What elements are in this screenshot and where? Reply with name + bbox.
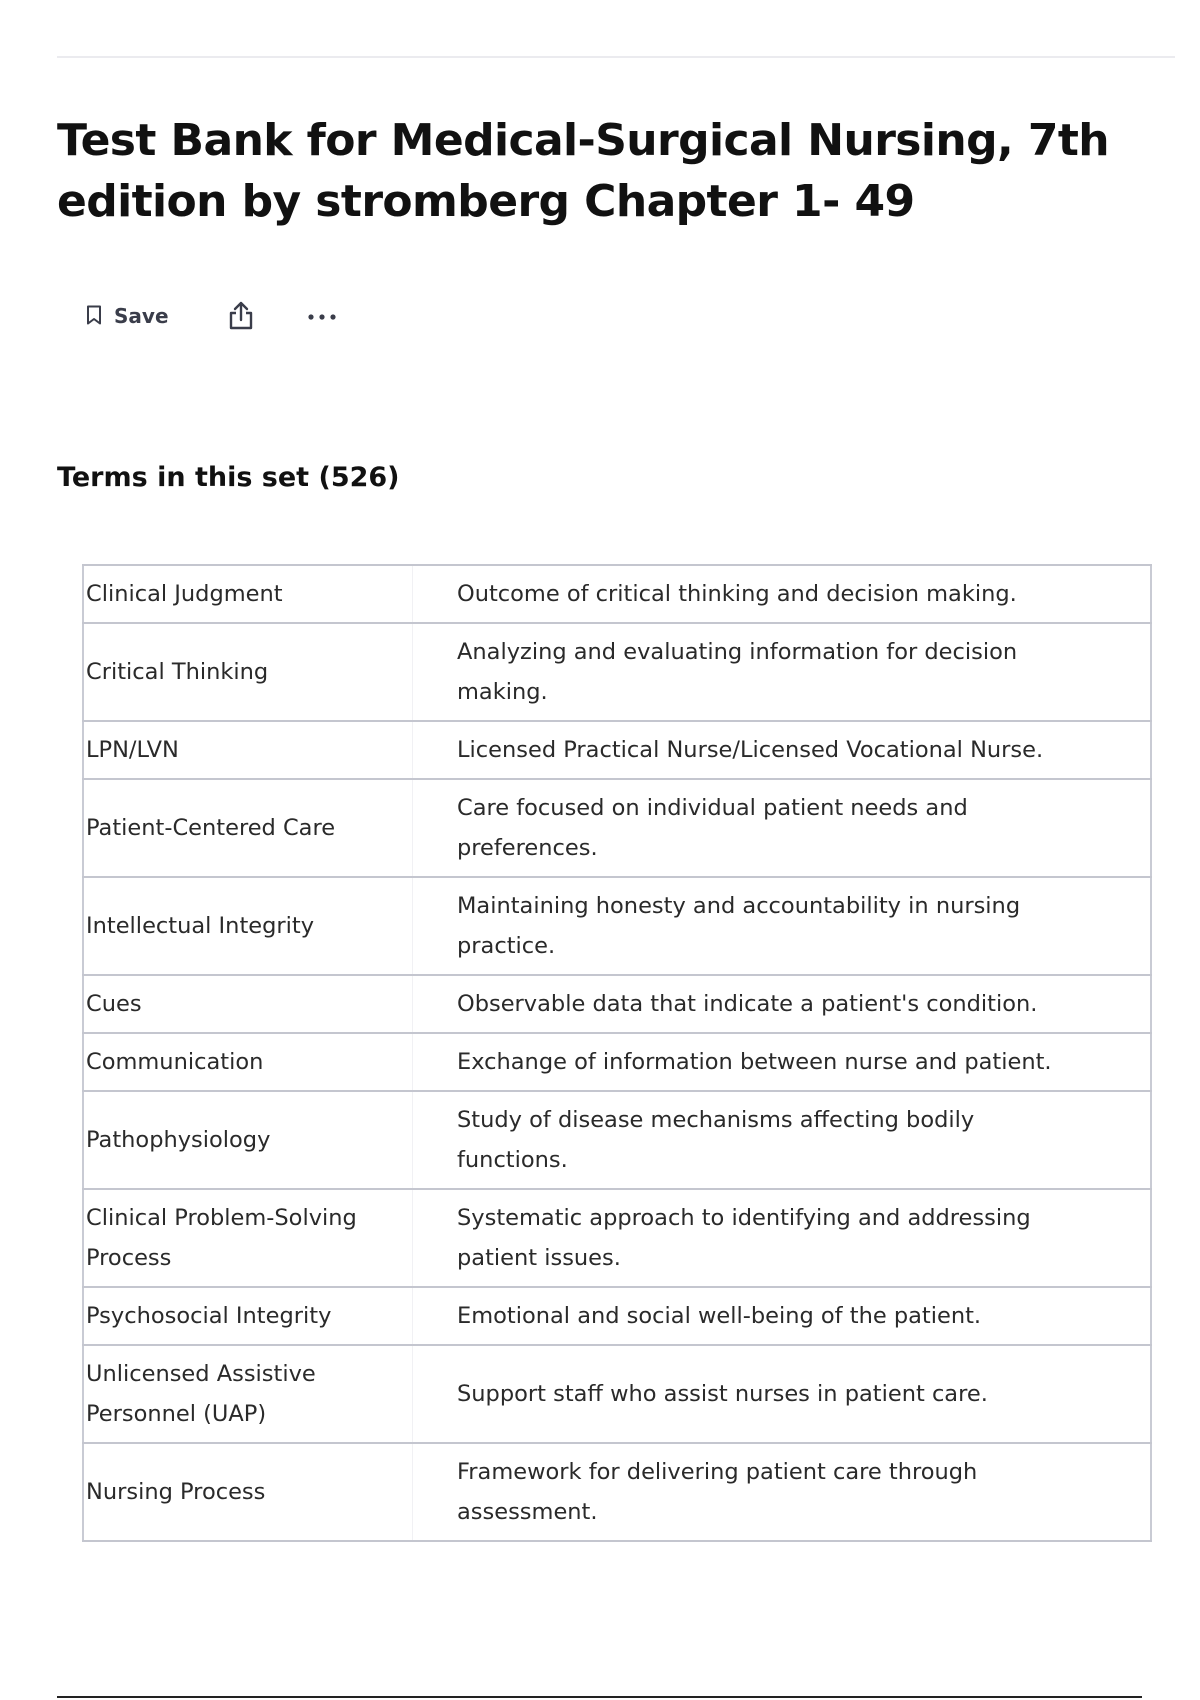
definition-cell: Licensed Practical Nurse/Licensed Vocational Nurse. — [457, 737, 1044, 763]
term-row[interactable] — [83, 721, 1151, 779]
definition-cell: Support staff who assist nurses in patient care. — [457, 1381, 988, 1407]
term-cell: Intellectual Integrity — [83, 877, 413, 975]
definition-cell: Care focused on individual patient needs and preferences. — [457, 795, 968, 861]
share-button[interactable] — [221, 296, 261, 337]
term-row[interactable] — [83, 623, 1151, 721]
term-cell: Pathophysiology — [83, 1091, 413, 1189]
term-row[interactable] — [83, 1443, 1151, 1541]
save-label: Save — [114, 304, 169, 328]
save-button[interactable] — [80, 300, 175, 332]
term-cell: Clinical Problem-Solving Process — [83, 1189, 413, 1287]
term-cell: Nursing Process — [83, 1443, 413, 1541]
bottom-divider — [57, 1696, 1142, 1698]
term-row[interactable] — [83, 1033, 1151, 1091]
share-icon — [227, 300, 255, 333]
definition-cell: Observable data that indicate a patient's condition. — [457, 991, 1038, 1017]
term-row[interactable] — [83, 1345, 1151, 1443]
definition-cell: Analyzing and evaluating information for decision making. — [457, 639, 1018, 705]
term-row[interactable] — [83, 975, 1151, 1033]
term-cell: Clinical Judgment — [83, 565, 413, 623]
definition-cell: Maintaining honesty and accountability in nursing practice. — [457, 893, 1021, 959]
definition-cell: Systematic approach to identifying and addressing patient issues. — [457, 1205, 1031, 1271]
term-cell: Critical Thinking — [83, 623, 413, 721]
more-options-button[interactable] — [301, 305, 343, 328]
term-row[interactable] — [83, 779, 1151, 877]
term-cell: LPN/LVN — [83, 721, 413, 779]
definition-cell: Exchange of information between nurse and patient. — [457, 1049, 1052, 1075]
top-divider — [57, 56, 1175, 58]
bookmark-icon — [86, 305, 102, 328]
set-toolbar — [80, 296, 343, 336]
term-row[interactable] — [83, 877, 1151, 975]
term-cell: Patient-Centered Care — [83, 779, 413, 877]
definition-cell: Study of disease mechanisms affecting bodily functions. — [457, 1107, 975, 1173]
definition-cell: Outcome of critical thinking and decision making. — [457, 581, 1017, 607]
definition-cell: Emotional and social well-being of the patient. — [457, 1303, 982, 1329]
term-row[interactable] — [83, 1287, 1151, 1345]
term-row[interactable] — [83, 1189, 1151, 1287]
term-cell: Psychosocial Integrity — [83, 1287, 413, 1345]
terms-heading: Terms in this set (526) — [57, 462, 400, 493]
term-cell: Unlicensed Assistive Personnel (UAP) — [83, 1345, 413, 1443]
definition-cell: Framework for delivering patient care through assessment. — [457, 1459, 978, 1525]
term-row[interactable] — [83, 565, 1151, 623]
term-cell: Communication — [83, 1033, 413, 1091]
terms-table — [82, 564, 1152, 1542]
page-title: Test Bank for Medical-Surgical Nursing, 7th edition by stromberg Chapter 1- 49 — [57, 115, 1110, 227]
more-options-icon — [307, 309, 337, 324]
term-row[interactable] — [83, 1091, 1151, 1189]
term-cell: Cues — [83, 975, 413, 1033]
